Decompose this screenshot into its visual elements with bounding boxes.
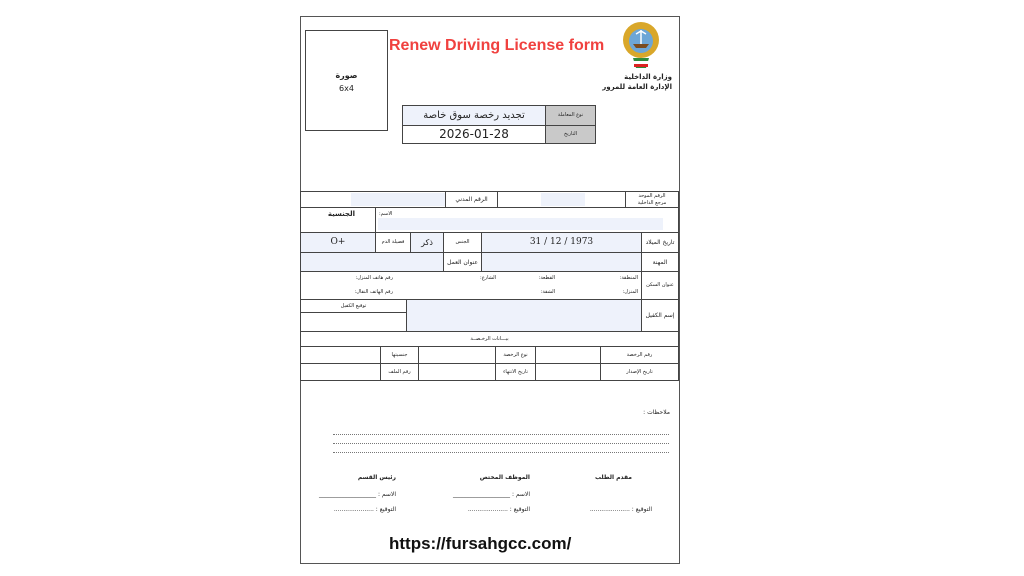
nationality-label: الجنسية <box>300 207 376 233</box>
notes-line[interactable] <box>333 443 669 444</box>
section-head-name[interactable]: الاسم : ___________________ <box>319 491 396 498</box>
photo-size: 6x4 <box>339 84 354 93</box>
license-type-label: نوع الرخصة <box>495 346 536 364</box>
home-phone-label: رقم هاتف المنزل: <box>355 275 393 281</box>
unified-number-label <box>625 191 679 208</box>
officer-signature[interactable]: التوقيع : ..................... <box>467 506 530 513</box>
transaction-type-value[interactable]: تجديد رخصة سوق خاصة <box>402 105 546 126</box>
sponsor-signature-label: توقيع الكفيل <box>300 299 407 313</box>
officer-name[interactable]: الاسم : ___________________ <box>453 491 530 498</box>
photo-label: صورة <box>335 71 358 80</box>
dob-label: تاريخ الميلاد <box>641 232 679 253</box>
notes-label: ملاحظات : <box>643 409 670 416</box>
area-label: المنطقة: <box>619 275 638 281</box>
ministry-name <box>600 72 672 92</box>
license-number-label: رقم الرخصة <box>600 346 679 364</box>
license-nationality-field[interactable] <box>300 346 381 364</box>
blood-type-label: فصيلة الدم <box>375 232 411 253</box>
civil-id-field[interactable] <box>300 191 446 208</box>
photo-box <box>305 30 388 131</box>
gender-label: الجنس <box>443 232 482 253</box>
civil-id-label: الرقم المدني <box>445 191 498 208</box>
kuwait-emblem-icon <box>621 20 661 70</box>
transaction-type-label: نوع المعاملة <box>545 105 596 126</box>
issue-date-label: تاريخ الإصدار <box>600 363 679 381</box>
blood-type-value[interactable]: O+ <box>300 232 376 253</box>
applicant-signature[interactable]: التوقيع : ..................... <box>589 506 652 513</box>
file-number-field[interactable] <box>300 363 381 381</box>
house-label: المنزل: <box>622 289 638 295</box>
job-label: المهنة <box>641 252 679 272</box>
sponsor-name-field[interactable] <box>406 299 642 332</box>
license-header: بيـــانات الرخـصــة <box>300 331 679 347</box>
name-field[interactable] <box>375 207 679 233</box>
license-type-field[interactable] <box>418 346 496 364</box>
expiry-date-label: تاريخ الانتهاء <box>495 363 536 381</box>
address-label: عنوان السكن <box>641 271 679 300</box>
job-field[interactable] <box>481 252 642 272</box>
block-label: القطعة: <box>538 275 555 281</box>
apartment-label: الشقة: <box>540 289 555 295</box>
name-label: الاسم: <box>379 211 393 217</box>
unified-number-field[interactable] <box>497 191 626 208</box>
date-label: التاريخ <box>545 125 596 144</box>
street-label: الشارع: <box>480 275 496 281</box>
ref-label: مرجع الداخلية <box>637 199 667 206</box>
notes-line[interactable] <box>333 434 669 435</box>
issue-date-field[interactable] <box>535 363 601 381</box>
form-title: Renew Driving License form <box>389 37 605 54</box>
license-number-field[interactable] <box>535 346 601 364</box>
unified-label: الرقم الموحد <box>638 192 666 199</box>
license-nationality-label: جنسيتها <box>380 346 419 364</box>
officer-title: الموظف المختص <box>479 474 530 481</box>
section-head-title: رئيس القسم <box>357 474 396 481</box>
sponsor-signature-field[interactable] <box>300 312 407 332</box>
dob-value[interactable]: 31 / 12 / 1973 <box>481 232 642 253</box>
sponsor-name-label: إسم الكفيل <box>641 299 679 332</box>
notes-line[interactable] <box>333 452 669 453</box>
ministry-line1: وزارة الداخلية <box>624 73 672 81</box>
section-head-signature[interactable]: التوقيع : ..................... <box>333 506 396 513</box>
ministry-line2: الإدارة العامة للمرور <box>602 83 672 91</box>
work-address-label: عنوان العمل <box>443 252 482 272</box>
website-url[interactable]: https://fursahgcc.com/ <box>389 534 572 553</box>
file-number-label: رقم الملف <box>380 363 419 381</box>
work-address-field[interactable] <box>300 252 444 272</box>
address-field[interactable] <box>300 271 642 300</box>
mobile-label: رقم الهاتف النقال: <box>354 289 393 295</box>
date-value[interactable]: 2026-01-28 <box>402 125 546 144</box>
applicant-title: مقدم الطلب <box>595 474 632 481</box>
gender-value[interactable]: ذكر <box>410 232 444 253</box>
expiry-date-field[interactable] <box>418 363 496 381</box>
